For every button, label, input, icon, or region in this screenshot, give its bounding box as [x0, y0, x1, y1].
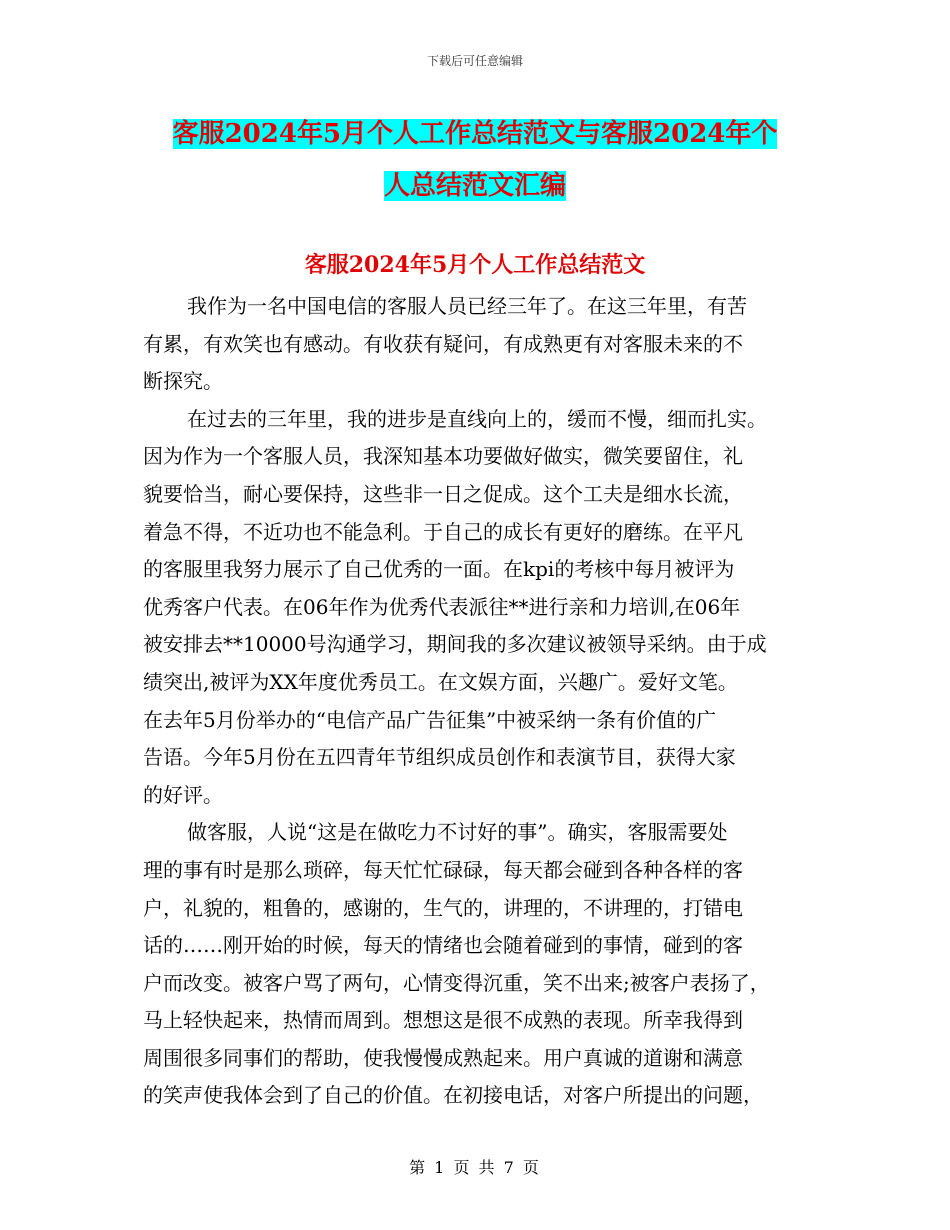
- paragraph-line: 户而改变。被客户骂了两句，心情变得沉重，笑不出来;被客户表扬了，: [143, 970, 770, 995]
- body-text: [143, 288, 811, 1115]
- paragraph-line: 周围很多同事们的帮助，使我慢慢成熟起来。用户真诚的道谢和满意: [143, 1045, 743, 1070]
- paragraph-line: 户，礼貌的，粗鲁的，感谢的，生气的，讲理的，不讲理的，打错电: [143, 895, 743, 920]
- paragraph-line: 在过去的三年里，我的进步是直线向上的，缓而不慢，细而扎实。: [187, 406, 767, 431]
- paragraph-line: 我作为一名中国电信的客服人员已经三年了。在这三年里，有苦: [187, 294, 747, 318]
- paragraph-line: 优秀客户代表。在06年作为优秀代表派往**进行亲和力培训,在06年: [143, 594, 741, 619]
- paragraph-line: 着急不得，不近功也不能急利。于自己的成长有更好的磨练。在平凡: [143, 519, 743, 544]
- paragraph-line: 做客服，人说“这是在做吃力不讨好的事”。确实，客服需要处: [187, 820, 728, 845]
- paragraph-line: 有累，有欢笑也有感动。有收获有疑问，有成熟更有对客服未来的不: [143, 331, 743, 356]
- paragraph-line: 告语。今年5月份在五四青年节组织成员创作和表演节目，获得大家: [143, 745, 736, 770]
- page-number-footer: 第 1 页 共 7 页: [409, 1158, 541, 1177]
- document-title-line-1: 客服2024年5月个人工作总结范文与客服2024年个: [172, 119, 778, 149]
- document-title: [140, 108, 810, 212]
- header-note: 下载后可任意编辑: [426, 54, 523, 68]
- paragraph-line: 的笑声使我体会到了自己的价值。在初接电话，对客户所提出的问题，: [143, 1083, 763, 1108]
- paragraph-line: 理的事有时是那么琐碎，每天忙忙碌碌，每天都会碰到各种各样的客: [143, 857, 743, 882]
- paragraph-line: 的客服里我努力展示了自己优秀的一面。在kpi的考核中每月被评为: [143, 557, 735, 582]
- paragraph-line: 在去年5月份举办的“电信产品广告征集”中被采纳一条有价值的广: [143, 707, 717, 732]
- paragraph-line: 断探究。: [143, 369, 223, 394]
- document-title-line-2: 人总结范文汇编: [383, 171, 566, 201]
- paragraph-line: 被安排去**10000号沟通学习，期间我的多次建议被领导采纳。由于成: [143, 632, 767, 657]
- section-title: 客服2024年5月个人工作总结范文: [304, 252, 646, 278]
- paragraph-line: 貌要恰当，耐心要保持，这些非一日之促成。这个工夫是细水长流，: [143, 481, 743, 506]
- paragraph-line: 的好评。: [143, 782, 223, 807]
- paragraph-line: 马上轻快起来，热情而周到。想想这是很不成熟的表现。所幸我得到: [143, 1008, 743, 1033]
- paragraph-line: 绩突出,被评为XX年度优秀员工。在文娱方面，兴趣广。爱好文笔。: [143, 669, 738, 694]
- paragraph-line: 话的……刚开始的时候，每天的情绪也会随着碰到的事情，碰到的客: [143, 933, 743, 958]
- paragraph-line: 因为作为一个客服人员，我深知基本功要做好做实，微笑要留住，礼: [143, 444, 743, 469]
